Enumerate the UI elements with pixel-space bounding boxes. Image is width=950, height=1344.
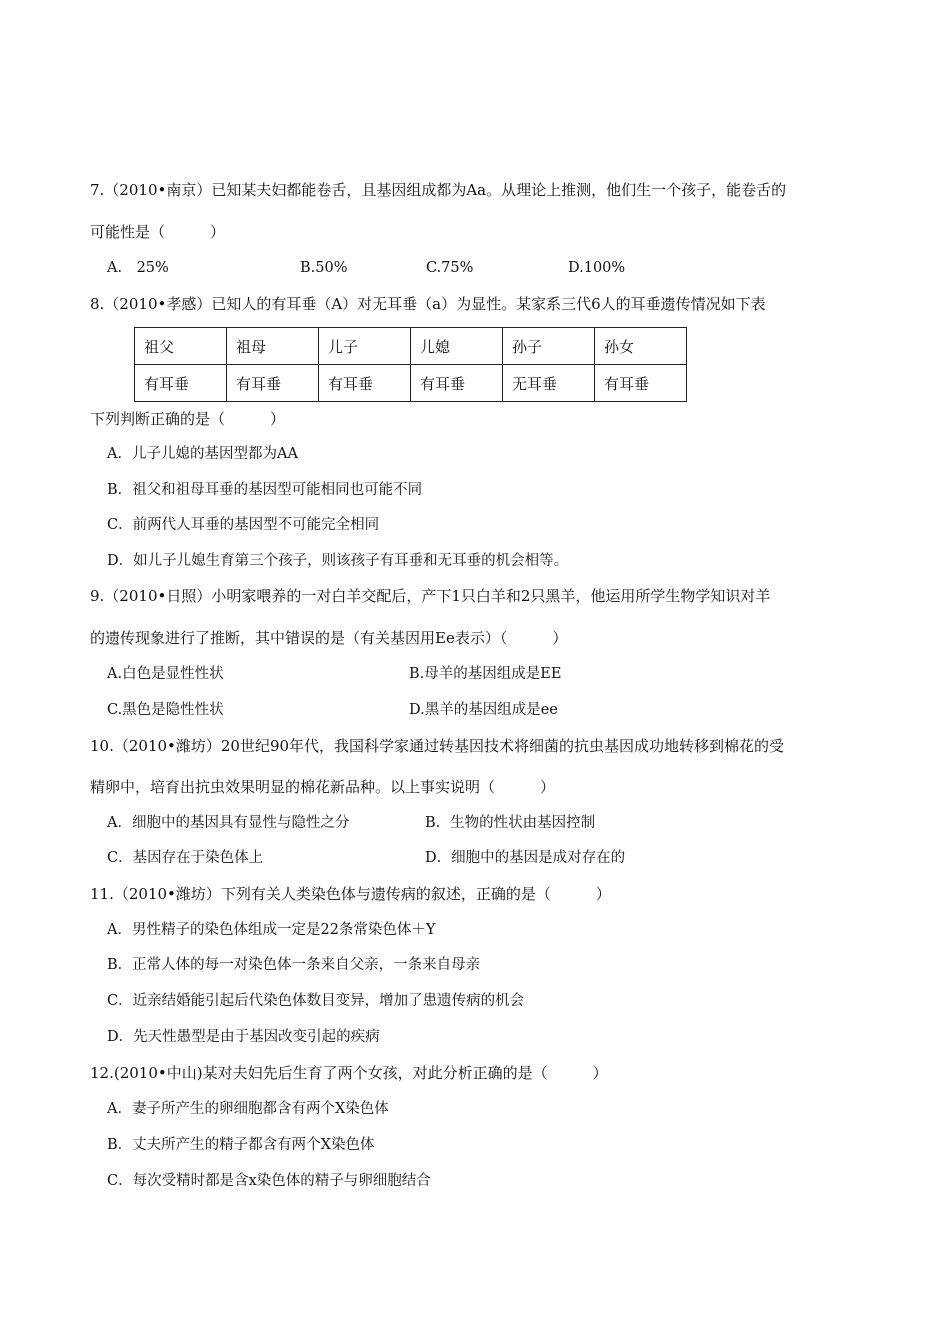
- q9-stem-line2: 的遗传现象进行了推断，其中错误的是（有关基因用Ee表示）（ ）: [90, 629, 568, 647]
- earlobe-table: [134, 327, 687, 402]
- table-cell: 有耳垂: [227, 365, 319, 402]
- table-row: [135, 365, 687, 402]
- q12-option-c: C．每次受精时都是含x染色体的精子与卵细胞结合: [107, 1173, 431, 1189]
- q7-option-b: B.50%: [300, 260, 348, 276]
- q8-option-a: A．儿子儿媳的基因型都为AA: [107, 446, 298, 462]
- q9-option-a: A.白色是显性性状: [107, 666, 224, 682]
- q11-option-c: C．近亲结婚能引起后代染色体数目变异，增加了患遗传病的机会: [107, 993, 525, 1009]
- q7-stem-line2: 可能性是（ ）: [90, 223, 226, 241]
- q8-stem-line2: 下列判断正确的是（ ）: [90, 410, 286, 428]
- table-cell: 有耳垂: [135, 365, 227, 402]
- table-cell: 有耳垂: [319, 365, 411, 402]
- q7-option-d: D.100%: [568, 260, 626, 276]
- q9-stem-line1: 9.（2010•日照）小明家喂养的一对白羊交配后，产下1只白羊和2只黑羊，他运用所学生物学知识对羊: [90, 587, 771, 605]
- q12-option-b: B．丈夫所产生的精子都含有两个X染色体: [107, 1137, 375, 1153]
- q9-option-d: D.黑羊的基因组成是ee: [409, 702, 558, 718]
- q11-option-a: A．男性精子的染色体组成一定是22条常染色体＋Y: [107, 922, 436, 938]
- q7-option-c: C.75%: [426, 260, 474, 276]
- table-cell: 孙子: [503, 328, 595, 365]
- table-cell: 孙女: [595, 328, 687, 365]
- table-cell: 无耳垂: [503, 365, 595, 402]
- q9-option-c: C.黑色是隐性性状: [107, 702, 224, 718]
- q11-option-d: D．先天性愚型是由于基因改变引起的疾病: [107, 1029, 380, 1045]
- q7-option-a: A. 25%: [107, 260, 169, 276]
- table-cell: 有耳垂: [595, 365, 687, 402]
- q10-option-b: B．生物的性状由基因控制: [425, 815, 596, 831]
- q10-option-a: A．细胞中的基因具有显性与隐性之分: [107, 815, 350, 831]
- q7-stem-line1: 7.（2010•南京）已知某夫妇都能卷舌，且基因组成都为Aa。从理论上推测，他们生一个孩子，能卷舌的: [90, 181, 787, 199]
- q8-option-d: D．如儿子儿媳生育第三个孩子，则该孩子有耳垂和无耳垂的机会相等。: [107, 553, 569, 569]
- q12-stem-line1: 12.(2010•中山)某对夫妇先后生育了两个女孩，对此分析正确的是（ ）: [90, 1064, 608, 1082]
- q11-option-b: B．正常人体的每一对染色体一条来自父亲，一条来自母亲: [107, 957, 481, 973]
- table-cell: 儿子: [319, 328, 411, 365]
- q12-option-a: A．妻子所产生的卵细胞都含有两个X染色体: [107, 1101, 389, 1117]
- table-cell: 有耳垂: [411, 365, 503, 402]
- q10-stem-line1: 10.（2010•潍坊）20世纪90年代，我国科学家通过转基因技术将细菌的抗虫基因成功地转移到棉花的受: [90, 737, 785, 755]
- table-cell: 祖父: [135, 328, 227, 365]
- q8-option-b: B．祖父和祖母耳垂的基因型可能相同也可能不同: [107, 482, 423, 498]
- q11-stem-line1: 11.（2010•潍坊）下列有关人类染色体与遗传病的叙述，正确的是（ ）: [90, 885, 611, 903]
- q10-option-c: C．基因存在于染色体上: [107, 850, 264, 866]
- q8-option-c: C．前两代人耳垂的基因型不可能完全相同: [107, 517, 380, 533]
- table-cell: 祖母: [227, 328, 319, 365]
- q9-option-b: B.母羊的基因组成是EE: [409, 666, 562, 682]
- q10-stem-line2: 精卵中，培育出抗虫效果明显的棉花新品种。以上事实说明（ ）: [90, 778, 556, 796]
- table-header-row: [135, 328, 687, 365]
- q8-stem-line1: 8.（2010•孝感）已知人的有耳垂（A）对无耳垂（a）为显性。某家系三代6人的耳垂遗传情况如下表: [90, 295, 766, 313]
- table-cell: 儿媳: [411, 328, 503, 365]
- q10-option-d: D．细胞中的基因是成对存在的: [425, 850, 626, 866]
